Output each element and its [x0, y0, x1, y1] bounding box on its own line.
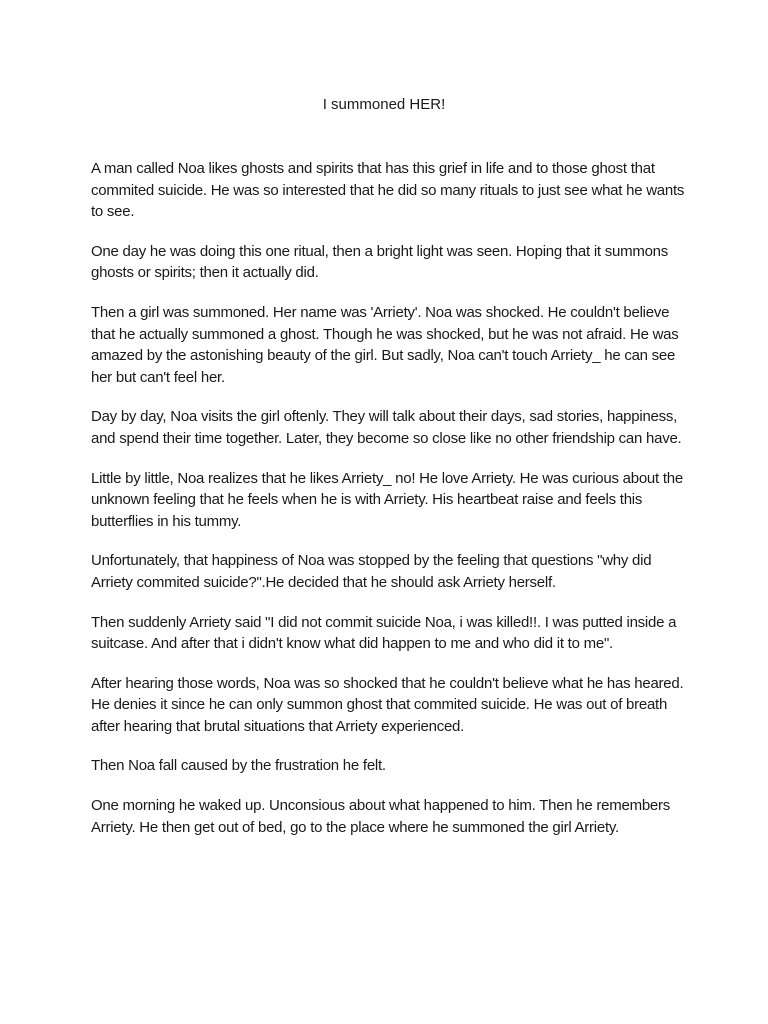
paragraph: One morning he waked up. Unconsious about what happened to him. Then he remembers Arriety. He then get out of bed, go to the place where he summoned the girl Arriety.	[91, 797, 671, 836]
document-body	[91, 158, 691, 856]
paragraph: A man called Noa likes ghosts and spirits that has this grief in life and to those ghost that commited suicide. He was so interested that he did so many rituals to just see what he wants to see.	[91, 160, 685, 221]
paragraph: Day by day, Noa visits the girl oftenly. They will talk about their days, sad stories, happiness, and spend their time together. Later, they become so close like no other friendship can have.	[91, 408, 682, 447]
paragraph: Then a girl was summoned. Her name was 'Arriety'. Noa was shocked. He couldn't believe that he actually summoned a ghost. Though he was shocked, but he was not afraid. He was amazed by the astonishing beauty of the girl. But sadly, Noa can't touch Arriety_ he can see her but can't feel her.	[91, 303, 679, 386]
paragraph: Then Noa fall caused by the frustration he felt.	[91, 757, 386, 775]
paragraph: One day he was doing this one ritual, then a bright light was seen. Hoping that it summons ghosts or spirits; then it actually did.	[91, 242, 669, 282]
paragraph: After hearing those words, Noa was so shocked that he couldn't believe what he has heared. He denies it since he can only summon ghost that commited suicide. He was out of breath after hearing that brutal situations that Arriety experienced.	[91, 674, 684, 735]
document-title: I summoned HER!	[322, 96, 446, 113]
paragraph: Little by little, Noa realizes that he likes Arriety_ no! He love Arriety. He was curious about the unknown feeling that he feels when he is with Arriety. His heartbeat raise and feels this butterflies in his tummy.	[91, 469, 683, 530]
paragraph: Unfortunately, that happiness of Noa was stopped by the feeling that questions "why did Arriety commited suicide?".He decided that he should ask Arriety herself.	[91, 552, 652, 591]
paragraph: Then suddenly Arriety said "I did not commit suicide Noa, i was killed!!. I was putted inside a suitcase. And after that i didn't know what did happen to me and who did it to me".	[91, 613, 677, 653]
